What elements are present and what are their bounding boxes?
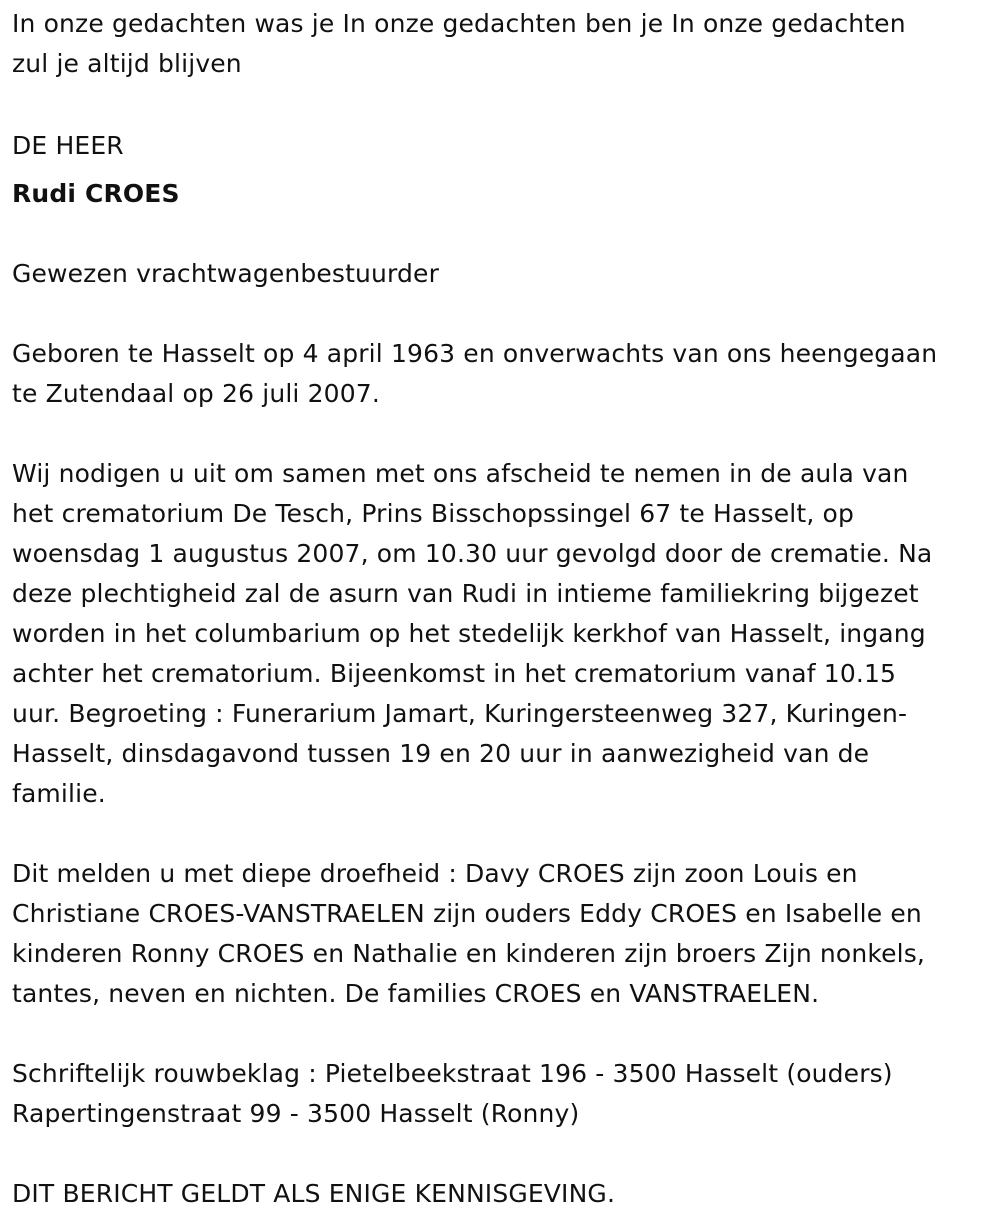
ceremony-line: familie. (12, 779, 106, 808)
family-line: Dit melden u met diepe droefheid : Davy CROES zijn zoon Louis en (12, 859, 858, 888)
title-block (12, 126, 988, 166)
opening-text (12, 4, 988, 84)
ceremony-line: Hasselt, dinsdagavond tussen 19 en 20 uur in aanwezigheid van de (12, 739, 870, 768)
ceremony-line: uur. Begroeting : Funerarium Jamart, Kuringersteenweg 327, Kuringen- (12, 699, 908, 728)
occupation-block (12, 254, 988, 294)
ceremony-line: worden in het columbarium op het stedelijk kerkhof van Hasselt, ingang (12, 619, 926, 648)
occupation-text: Gewezen vrachtwagenbestuurder (12, 259, 440, 288)
family-line: Christiane CROES-VANSTRAELEN zijn ouders Eddy CROES en Isabelle en (12, 899, 922, 928)
opening-line: zul je altijd blijven (12, 49, 242, 78)
ceremony-line: achter het crematorium. Bijeenkomst in het crematorium vanaf 10.15 (12, 659, 897, 688)
condolence-line: Rapertingenstraat 99 - 3500 Hasselt (Ronny) (12, 1099, 580, 1128)
family-line: kinderen Ronny CROES en Nathalie en kinderen zijn broers Zijn nonkels, (12, 939, 925, 968)
ceremony-line: woensdag 1 augustus 2007, om 10.30 uur gevolgd door de crematie. Na (12, 539, 933, 568)
notice-block (12, 1174, 988, 1214)
condolence-line: Schriftelijk rouwbeklag : Pietelbeekstraat 196 - 3500 Hasselt (ouders) (12, 1059, 893, 1088)
birth-death-paragraph (12, 334, 988, 414)
ceremony-paragraph (12, 454, 988, 814)
opening-line: In onze gedachten was je In onze gedachten ben je In onze gedachten (12, 9, 906, 38)
family-paragraph (12, 854, 988, 1014)
family-line: tantes, neven en nichten. De families CROES en VANSTRAELEN. (12, 979, 820, 1008)
ceremony-line: deze plechtigheid zal de asurn van Rudi in intieme familiekring bijgezet (12, 579, 919, 608)
ceremony-line: het crematorium De Tesch, Prins Bisschopssingel 67 te Hasselt, op (12, 499, 855, 528)
condolence-paragraph (12, 1054, 988, 1134)
birth-death-line: Geboren te Hasselt op 4 april 1963 en onverwachts van ons heengegaan (12, 339, 938, 368)
name-block (12, 174, 988, 214)
notice-text: DIT BERICHT GELDT ALS ENIGE KENNISGEVING. (12, 1179, 616, 1208)
ceremony-line: Wij nodigen u uit om samen met ons afscheid te nemen in de aula van (12, 459, 909, 488)
honorific-title: DE HEER (12, 131, 124, 160)
deceased-name: Rudi CROES (12, 179, 180, 208)
birth-death-line: te Zutendaal op 26 juli 2007. (12, 379, 380, 408)
